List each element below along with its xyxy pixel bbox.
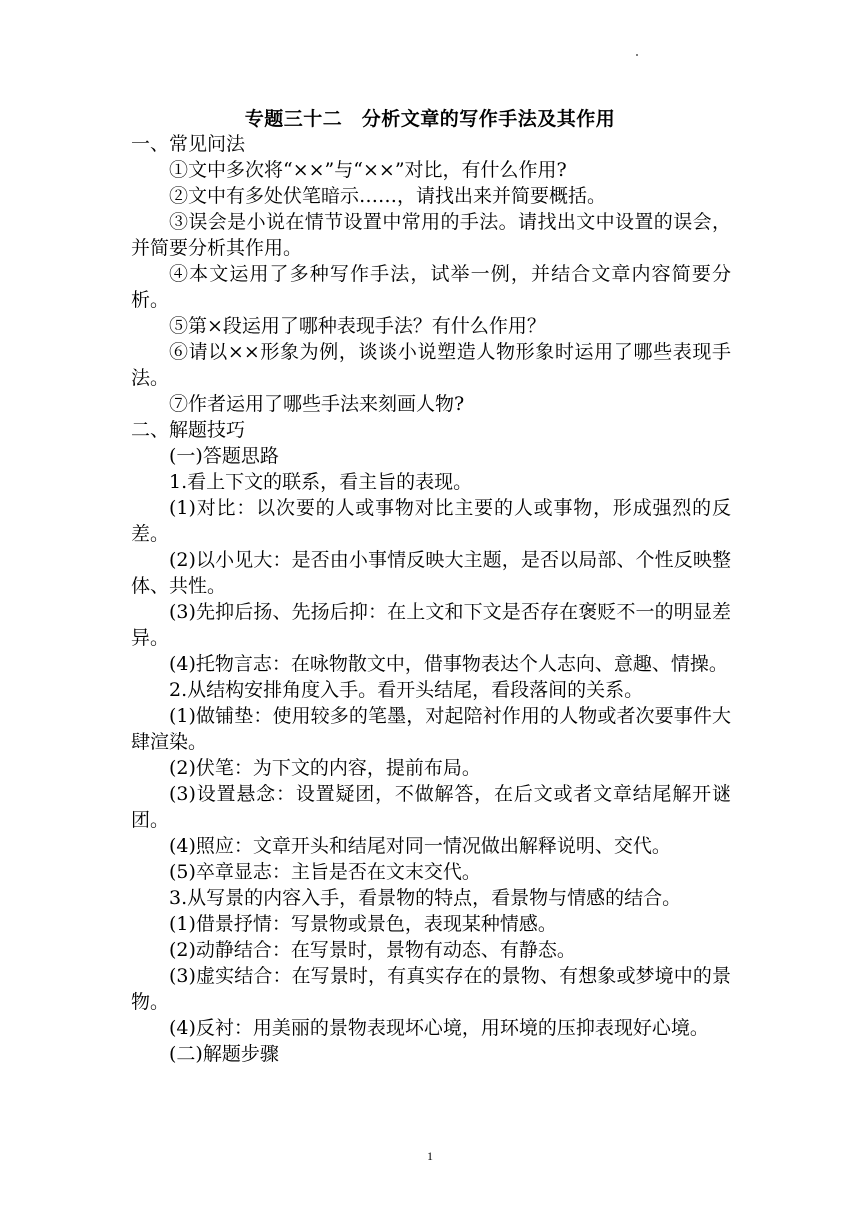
section-heading: 一、常见问法 (131, 133, 246, 155)
paragraph: ⑤第×段运用了哪种表现手法？有什么作用？ (169, 315, 546, 337)
header-dot (636, 54, 638, 56)
paragraph: ②文中有多处伏笔暗示……，请找出来并简要概括。 (169, 185, 607, 207)
document-body (131, 131, 731, 1067)
paragraph: 3.从写景的内容入手，看景物的特点，看景物与情感的结合。 (169, 887, 682, 909)
paragraph: (3)先抑后扬、先扬后抑：在上文和下文是否存在褒贬不一的明显差异。 (131, 601, 731, 649)
paragraph: (5)卒章显志：主旨是否在文末交代。 (169, 861, 481, 883)
subsection-heading: (一)答题思路 (169, 445, 279, 467)
paragraph: (3)设置悬念：设置疑团，不做解答，在后文或者文章结尾解开谜团。 (131, 783, 731, 831)
paragraph: (1)对比：以次要的人或事物对比主要的人或事物，形成强烈的反差。 (131, 497, 731, 545)
paragraph: ①文中多次将“××”与“××”对比，有什么作用? (169, 159, 567, 181)
paragraph: (3)虚实结合：在写景时，有真实存在的景物、有想象或梦境中的景物。 (131, 965, 731, 1013)
paragraph: (2)以小见大：是否由小事情反映大主题，是否以局部、个性反映整体、共性。 (131, 549, 731, 597)
paragraph: ③误会是小说在情节设置中常用的手法。请找出文中设置的误会，并简要分析其作用。 (131, 211, 731, 259)
paragraph: ⑦作者运用了哪些手法来刻画人物? (169, 393, 465, 415)
paragraph: 1.看上下文的联系，看主旨的表现。 (169, 471, 473, 493)
paragraph: (1)借景抒情：写景物或景色，表现某种情感。 (169, 913, 557, 935)
paragraph: (4)反衬：用美丽的景物表现坏心境，用环境的压抑表现好心境。 (169, 1017, 709, 1039)
section-heading: 二、解题技巧 (131, 419, 246, 441)
paragraph: ④本文运用了多种写作手法，试举一例，并结合文章内容简要分析。 (131, 263, 731, 311)
paragraph: ⑥请以××形象为例，谈谈小说塑造人物形象时运用了哪些表现手法。 (131, 341, 731, 389)
paragraph: (4)托物言志：在咏物散文中，借事物表达个人志向、意趣、情操。 (169, 653, 728, 675)
paragraph: 2.从结构安排角度入手。看开头结尾，看段落间的关系。 (169, 679, 644, 701)
page-number: 1 (427, 1149, 433, 1163)
paragraph: (1)做铺垫：使用较多的笔墨，对起陪衬作用的人物或者次要事件大肆渲染。 (131, 705, 731, 753)
paragraph: (2)动静结合：在写景时，景物有动态、有静态。 (169, 939, 576, 961)
page-title: 专题三十二 分析文章的写作手法及其作用 (244, 108, 616, 130)
paragraph: (4)照应：文章开头和结尾对同一情况做出解释说明、交代。 (169, 835, 671, 857)
paragraph: (2)伏笔：为下文的内容，提前布局。 (169, 757, 481, 779)
subsection-heading: (二)解题步骤 (169, 1043, 279, 1065)
